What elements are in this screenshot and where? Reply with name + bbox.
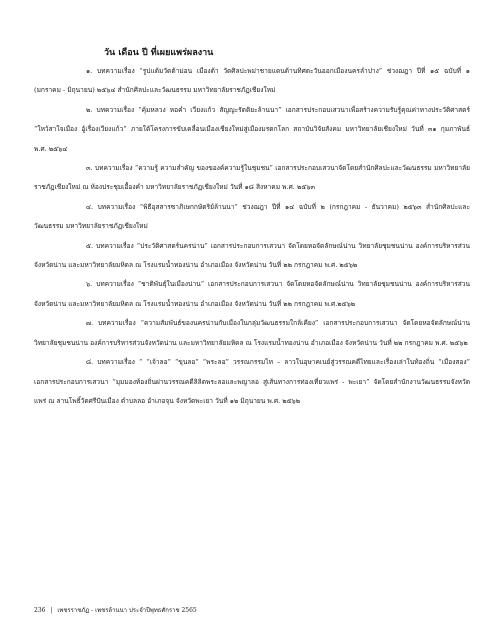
page-footer [34, 605, 197, 615]
page-number: 236 [34, 607, 46, 614]
section-heading: วัน เดือน ปี ที่เผยแพร่ผลงาน [104, 48, 214, 58]
publication-entry: ๔. บทความเรื่อง “พิธีอุสสารซาภิเษกกษัตริย์ล้านนา” ช่วงฌฎา ปีที่ ๑๔ ฉบับที่ ๒ (กรกฎาคม - ธันวาคม) ๒๕๖๓ สำนักศิลปะและวัฒนธรรม มหาวิทยาลัยราชภัฏเชียงใหม่ [34, 202, 470, 231]
footer-separator: | [50, 607, 53, 614]
publication-entry: ๑. บทความเรื่อง “รูปแต้มวัดต้าม่อน เมืองต้า วัดศิลปะพม่าชายแดนด้านทิศตะวันออกเมืองนครลำปาง” ช่วงฌฎา ปีที่ ๑๕ ฉบับที่ ๑ (มกราคม - มิถุนายน) ๒๕๖๔ สำนักศิลปะและวัฒนธรรม มหาวิทยาลัยราชภัฏเชียงใหม่ [34, 67, 470, 95]
publication-entry: ๓. บทความเรื่อง “ความรู้ ความสำคัญ ของของค์ความรู้ในชุมชน” เอกสารประกอบเสวนาจัดโดยสำนักศิลปะและวัฒนธรรม มหาวิทยาลัยราชภัฏเชียงใหม่ ณ ห้องประชุมเอื้องคำ มหาวิทยาลัยราชภัฏเชียงใหม่ วันที่ ๑๘ สิงหาคม พ.ศ. ๒๕๖๓ [34, 164, 470, 192]
publication-entry: ๒. บทความเรื่อง “คุ้มหลวง หอคำ เวียงแก้ว สัญญะรัตติยะล้านนา” เอกสารประกอบเสวนาเพื่อสร้างความรับรู้คุณค่าทางประวัติศาสตร์ “ใหว้สาใจเมือง อู้เรื่องเวียงแก้ว” ภายใต้โครงการขับเคลื่อนเมืองเชียงใหม่สู่เมืองมรดกโลก สถาบันวิจัยสังคม มหาวิทยาลัยเชียงใหม่ วันที่ ๓๑ กุมภาพันธ์ พ.ศ. ๒๕๖๔ [34, 105, 470, 153]
publication-entry: ๕. บทความเรื่อง “ประวัติศาสตร์นครน่าน” เอกสารประกอบการเสวนา จัดโดยหอจัดลักษณ์น่าน วิทยาลัยชุมชนน่าน องค์การบริหารส่วนจังหวัดน่าน และมหาวิทยาลัยมหิดล ณ โรงแรมน้ำทองน่าน อำเภอเมือง จังหวัดน่าน วันที่ ๒๒ กรกฎาคม พ.ศ. ๒๕๖๒ [34, 241, 470, 270]
publication-entry: ๖. บทความเรื่อง “ชาติพันธุ์ในเมืองน่าน” เอกสารประกอบการเสวนา จัดโดยหอจัดลักษณ์น่าน วิทยาลัยชุมชนน่าน องค์การบริหารส่วนจังหวัดน่าน และมหาวิทยาลัยมหิดล ณ โรงแรมน้ำทองน่าน อำเภอเมือง จังหวัดน่าน วันที่ ๒๒ กรกฎาคม พ.ศ.๒๕๖๒ [34, 280, 470, 308]
publication-entry: ๗. บทความเรื่อง “ความสัมพันธ์ของนครน่านกับเมืองในกลุ่มวัฒนธรรมใกล้เคียง” เอกสารประกอบการเสวนา จัดโดยหอจัดลักษณ์น่าน วิทยาลัยชุมชนน่าน องค์การบริหารส่วนจังหวัดน่าน และมหาวิทยาลัยมหิดล ณ โรงแรมน้ำทองน่าน อำเภอเมือง จังหวัดน่าน วันที่ ๒๒ กรกฎาคม พ.ศ. ๒๕๖๒ [34, 319, 470, 347]
publication-title: เพชรราชภัฏ - เพชรล้านนา ประจำปีพุทธศักราช 2565 [57, 607, 197, 614]
publication-entry: ๘. บทความเรื่อง “ “เจ้าลอ” “ขุนลอ” “พระลอ” วรรณกรรมไท – ลาวในอุษาคเนย์สู่วรรณคดีไทยและเรื่องเล่าในท้องถิ่น “เมืองสอง” เอกสารประกอบการเสวนา “มุมมองท้องถิ่นผ่านวรรณคดีลิลิตพระลอและพญาลอ สู่เส้นทางการท่องเที่ยวแพร่ - พะเยา” จัดโดยสำนักงานวัฒนธรรมจังหวัดแพร่ ณ ลานโพธิ์วัดศรีปันเมือง ตำบลลอ อำเภอจุน จังหวัดพะเยา วันที่ ๑๒ มิถุนายน พ.ศ. ๒๕๖๒ [34, 358, 470, 405]
publication-list [34, 62, 470, 411]
